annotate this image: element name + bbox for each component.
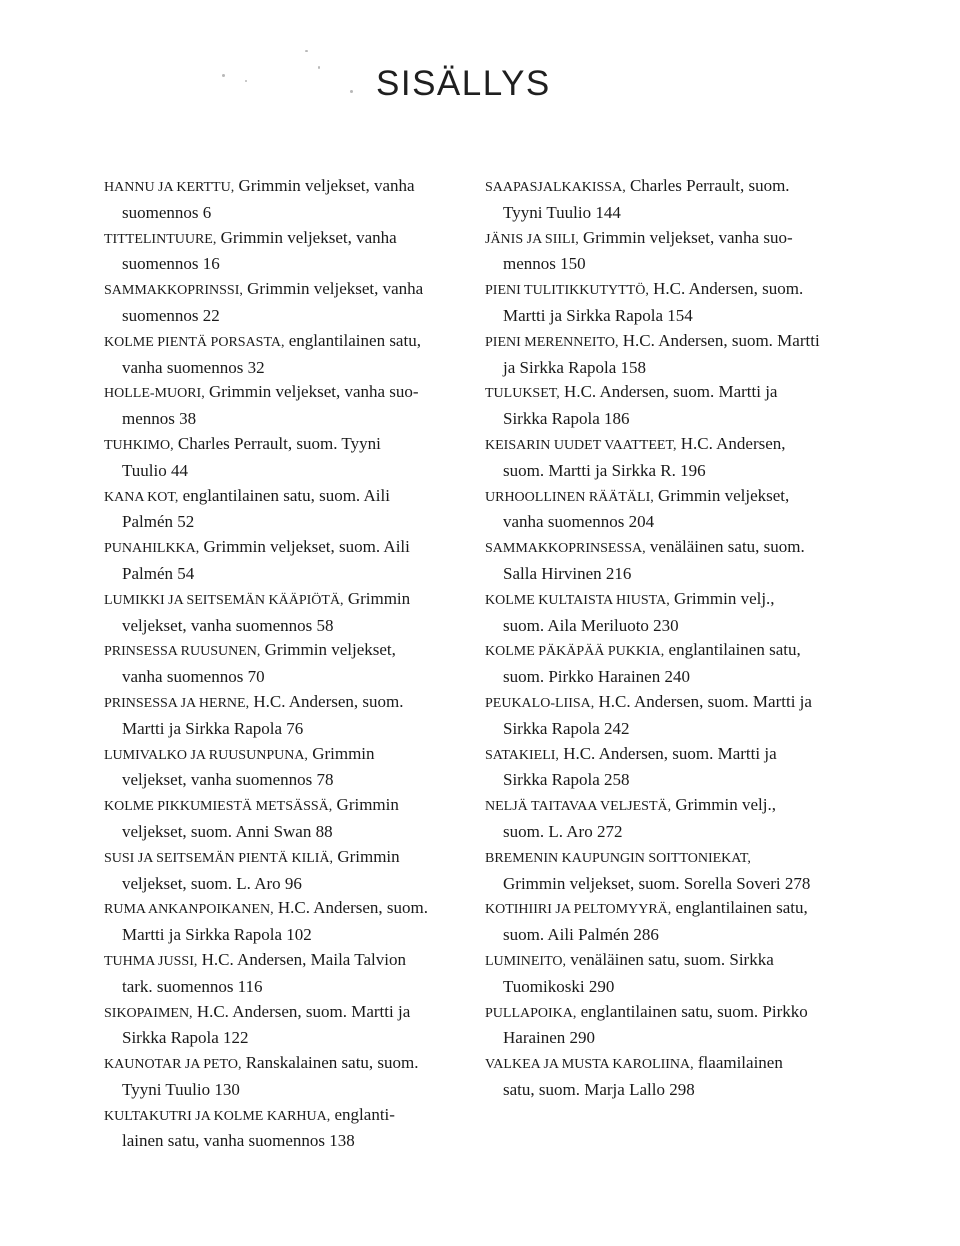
toc-entry-credit: Grimmin veljekset, vanha bbox=[234, 176, 415, 195]
toc-entry-first-line bbox=[485, 380, 855, 407]
toc-entry-title: KOTIHIIRI JA PELTOMYYRÄ, bbox=[485, 902, 672, 918]
toc-entry bbox=[485, 793, 855, 845]
toc-entry-first-line bbox=[104, 690, 474, 717]
toc-entry-first-line bbox=[485, 432, 855, 459]
toc-entry-title: KOLME PÄKÄPÄÄ PUKKIA, bbox=[485, 644, 665, 660]
toc-entry-credit: Grimmin velj., bbox=[671, 795, 776, 815]
toc-entry-second-line: suom. Aili Palmén 286 bbox=[503, 925, 659, 945]
toc-entry-second-line: Salla Hirvinen 216 bbox=[503, 563, 632, 583]
toc-entry bbox=[485, 174, 855, 226]
toc-entry bbox=[485, 1051, 855, 1103]
toc-entry-title: PRINSESSA JA HERNE, bbox=[104, 695, 250, 711]
toc-entry-title: LUMIVALKO JA RUUSUNPUNA, bbox=[104, 747, 308, 763]
toc-entry-title: PEUKALO-LIISA, bbox=[485, 695, 595, 711]
toc-entry bbox=[104, 277, 474, 329]
toc-entry bbox=[485, 277, 855, 329]
toc-entry bbox=[104, 1000, 474, 1052]
toc-entry-credit: H.C. Andersen, suom. Martti bbox=[618, 330, 820, 350]
toc-entry-first-line bbox=[104, 742, 474, 769]
toc-entry-credit: Charles Perrault, suom. Tyyni bbox=[173, 433, 381, 453]
toc-entry-second-line: suomennos 16 bbox=[122, 254, 220, 274]
toc-entry-second-line: Tuomikoski 290 bbox=[503, 976, 615, 996]
toc-entry-credit: Grimmin velj., bbox=[669, 588, 775, 608]
toc-entry bbox=[485, 845, 855, 897]
toc-entry bbox=[485, 329, 855, 381]
toc-entry bbox=[104, 690, 474, 742]
toc-entry-title: RUMA ANKANPOIKANEN, bbox=[104, 902, 274, 918]
scan-speck bbox=[245, 80, 247, 82]
toc-entry-second-line: veljekset, vanha suomennos 58 bbox=[122, 615, 334, 635]
toc-entry-credit: venäläinen satu, suom. bbox=[645, 537, 805, 557]
toc-entry-first-line bbox=[485, 638, 855, 665]
toc-entry-title: KANA KOT, bbox=[104, 489, 179, 505]
toc-entry-credit: englanti- bbox=[330, 1104, 395, 1124]
toc-entry bbox=[104, 174, 474, 226]
toc-entry-credit: englantilainen satu, suom. Aili bbox=[178, 485, 390, 505]
toc-entry bbox=[104, 587, 474, 639]
toc-left-column bbox=[104, 174, 474, 1154]
toc-entry bbox=[104, 1051, 474, 1103]
toc-entry-first-line bbox=[485, 896, 855, 923]
toc-entry-title: SAAPASJALKAKISSA, bbox=[485, 180, 626, 195]
toc-entry bbox=[485, 1000, 855, 1052]
toc-entry bbox=[485, 638, 855, 690]
toc-entry-title: TITTELINTUURE, bbox=[104, 231, 217, 247]
toc-entry-second-line: Martti ja Sirkka Rapola 102 bbox=[122, 925, 312, 945]
toc-entry-first-line bbox=[104, 845, 474, 872]
toc-entry bbox=[485, 484, 855, 536]
toc-entry bbox=[104, 638, 474, 690]
toc-entry-first-line bbox=[104, 380, 474, 407]
toc-entry-second-line: vanha suomennos 204 bbox=[503, 512, 655, 532]
toc-entry-second-line: Harainen 290 bbox=[503, 1028, 596, 1048]
toc-entry bbox=[104, 793, 474, 845]
toc-entry bbox=[485, 587, 855, 639]
scan-speck bbox=[305, 50, 308, 52]
toc-entry-second-line: Sirkka Rapola 122 bbox=[122, 1028, 249, 1048]
toc-entry-credit: Grimmin veljekset, bbox=[260, 640, 396, 660]
toc-entry-second-line: Tyyni Tuulio 144 bbox=[503, 202, 621, 222]
toc-entry-second-line: vanha suomennos 70 bbox=[122, 667, 265, 687]
toc-entry-first-line bbox=[485, 948, 855, 975]
toc-entry-credit: venäläinen satu, suom. Sirkka bbox=[566, 949, 774, 969]
toc-entry bbox=[104, 896, 474, 948]
toc-entry-second-line: satu, suom. Marja Lallo 298 bbox=[503, 1079, 695, 1099]
toc-entry-first-line bbox=[104, 896, 474, 923]
toc-entry-credit: H.C. Andersen, suom. bbox=[648, 279, 804, 299]
toc-entry-title: PULLAPOIKA, bbox=[485, 1005, 577, 1021]
toc-entry-first-line bbox=[485, 845, 855, 872]
toc-entry-credit: Grimmin veljekset, vanha suo- bbox=[578, 227, 793, 247]
toc-entry-credit: Grimmin bbox=[343, 588, 411, 608]
toc-entry-first-line bbox=[485, 793, 855, 820]
toc-entry-credit: Grimmin bbox=[333, 846, 400, 866]
toc-entry-first-line bbox=[485, 587, 855, 614]
toc-entry-credit: Grimmin veljekset, suom. Aili bbox=[199, 537, 410, 557]
toc-entry-first-line bbox=[104, 1103, 474, 1130]
toc-entry bbox=[485, 226, 855, 278]
toc-entry-credit: englantilainen satu, suom. Pirkko bbox=[576, 1001, 808, 1021]
toc-entry-credit: englantilainen satu, bbox=[284, 330, 421, 350]
toc-entry-credit: englantilainen satu, bbox=[671, 898, 808, 918]
toc-entry-second-line: suom. Aila Meriluoto 230 bbox=[503, 615, 679, 635]
toc-entry-title: SAMMAKKOPRINSSI, bbox=[104, 283, 243, 299]
toc-entry-credit: H.C. Andersen, Maila Talvion bbox=[197, 949, 406, 969]
toc-entry-first-line bbox=[485, 226, 855, 253]
toc-entry-title: PIENI MERENNEITO, bbox=[485, 334, 619, 350]
toc-entry-title: SIKOPAIMEN, bbox=[104, 1005, 193, 1021]
toc-entry-title: BREMENIN KAUPUNGIN SOITTONIEKAT, bbox=[485, 850, 751, 866]
toc-entry-title: LUMIKKI JA SEITSEMÄN KÄÄPIÖTÄ, bbox=[104, 592, 344, 608]
toc-right-column bbox=[485, 174, 855, 1103]
toc-entry-first-line bbox=[104, 432, 474, 459]
toc-entry bbox=[104, 535, 474, 587]
toc-entry-credit: Grimmin veljekset, vanha bbox=[216, 227, 397, 247]
toc-entry-first-line bbox=[104, 277, 474, 304]
toc-entry-credit: Grimmin bbox=[332, 795, 399, 815]
toc-entry bbox=[485, 896, 855, 948]
toc-entry-second-line: Martti ja Sirkka Rapola 154 bbox=[503, 305, 693, 325]
toc-entry-second-line: lainen satu, vanha suomennos 138 bbox=[122, 1131, 355, 1151]
toc-entry-first-line bbox=[104, 226, 474, 253]
toc-entry-second-line: veljekset, suom. Anni Swan 88 bbox=[122, 821, 333, 841]
toc-entry-title: SATAKIELI, bbox=[485, 747, 559, 763]
toc-entry-first-line bbox=[485, 484, 855, 511]
toc-entry-first-line bbox=[104, 587, 474, 614]
toc-entry bbox=[104, 742, 474, 794]
toc-entry-second-line: Sirkka Rapola 186 bbox=[503, 409, 630, 429]
toc-entry-second-line: Tuulio 44 bbox=[122, 460, 188, 480]
toc-entry-second-line: Palmén 52 bbox=[122, 512, 195, 532]
toc-entry-first-line bbox=[485, 535, 855, 562]
toc-entry-first-line bbox=[485, 1051, 855, 1078]
scan-speck bbox=[222, 74, 225, 77]
toc-entry-credit: H.C. Andersen, suom. Martti ja bbox=[594, 691, 812, 711]
toc-entry-title: LUMINEITO, bbox=[485, 953, 567, 969]
toc-entry-title: VALKEA JA MUSTA KAROLIINA, bbox=[485, 1057, 694, 1073]
toc-entry-second-line: suom. L. Aro 272 bbox=[503, 821, 623, 841]
toc-entry bbox=[104, 484, 474, 536]
toc-entry bbox=[104, 948, 474, 1000]
toc-entry-credit: Charles Perrault, suom. bbox=[625, 176, 790, 195]
toc-entry-first-line bbox=[104, 793, 474, 820]
toc-entry-first-line bbox=[485, 277, 855, 304]
toc-entry bbox=[485, 380, 855, 432]
toc-entry-credit: Ranskalainen satu, suom. bbox=[241, 1053, 419, 1073]
toc-entry-second-line: suomennos 22 bbox=[122, 305, 220, 325]
toc-entry-credit: Grimmin veljekset, vanha bbox=[242, 279, 424, 299]
toc-entry-second-line: ja Sirkka Rapola 158 bbox=[503, 357, 647, 377]
toc-entry-second-line: veljekset, vanha suomennos 78 bbox=[122, 770, 334, 790]
toc-entry-credit: H.C. Andersen, suom. bbox=[249, 691, 404, 711]
toc-entry-second-line: Grimmin veljekset, suom. Sorella Soveri 278 bbox=[503, 873, 811, 893]
toc-entry-credit: flaamilainen bbox=[693, 1053, 783, 1073]
toc-entry-credit: Grimmin bbox=[307, 743, 375, 763]
page-title: SISÄLLYS bbox=[376, 64, 551, 103]
toc-entry-title: HANNU JA KERTTU, bbox=[104, 180, 235, 195]
toc-entry-second-line: Martti ja Sirkka Rapola 76 bbox=[122, 718, 304, 738]
toc-entry-second-line: Sirkka Rapola 242 bbox=[503, 718, 630, 738]
toc-entry-credit: Grimmin veljekset, vanha suo- bbox=[204, 382, 419, 402]
toc-entry-title: TULUKSET, bbox=[485, 386, 560, 402]
toc-entry-second-line: suomennos 6 bbox=[122, 202, 212, 222]
toc-entry-credit: H.C. Andersen, suom. Martti ja bbox=[558, 743, 777, 763]
toc-entry-second-line: suom. Pirkko Harainen 240 bbox=[503, 667, 690, 687]
toc-entry-second-line: tark. suomennos 116 bbox=[122, 976, 263, 996]
toc-entry-title: KOLME PIENTÄ PORSASTA, bbox=[104, 334, 285, 350]
toc-entry-credit: H.C. Andersen, suom. Martti ja bbox=[559, 382, 778, 402]
toc-entry-second-line: Tyyni Tuulio 130 bbox=[122, 1079, 240, 1099]
toc-entry bbox=[485, 432, 855, 484]
toc-entry-first-line bbox=[104, 1051, 474, 1078]
toc-entry-second-line: Sirkka Rapola 258 bbox=[503, 770, 630, 790]
toc-entry bbox=[104, 432, 474, 484]
toc-entry-title: URHOOLLINEN RÄÄTÄLI, bbox=[485, 489, 654, 505]
toc-entry-title: SUSI JA SEITSEMÄN PIENTÄ KILIÄ, bbox=[104, 850, 334, 866]
toc-entry-second-line: Palmén 54 bbox=[122, 563, 195, 583]
toc-entry-first-line bbox=[485, 329, 855, 356]
toc-entry-first-line bbox=[104, 638, 474, 665]
toc-entry-credit: H.C. Andersen, bbox=[676, 433, 786, 453]
toc-entry-title: KOLME PIKKUMIESTÄ METSÄSSÄ, bbox=[104, 799, 333, 815]
toc-entry-first-line bbox=[104, 535, 474, 562]
toc-entry bbox=[104, 226, 474, 278]
toc-entry-title: KOLME KULTAISTA HIUSTA, bbox=[485, 592, 670, 608]
toc-entry-first-line bbox=[104, 948, 474, 975]
toc-entry-first-line bbox=[485, 1000, 855, 1027]
toc-entry bbox=[485, 948, 855, 1000]
toc-entry-first-line bbox=[485, 174, 855, 201]
toc-entry bbox=[104, 1103, 474, 1155]
toc-entry-title: PUNAHILKKA, bbox=[104, 541, 200, 557]
toc-entry-title: TUHKIMO, bbox=[104, 437, 174, 453]
scan-speck bbox=[350, 90, 353, 93]
toc-entry-credit: H.C. Andersen, suom. bbox=[273, 898, 428, 918]
toc-entry-second-line: veljekset, suom. L. Aro 96 bbox=[122, 873, 302, 893]
toc-entry-first-line bbox=[485, 742, 855, 769]
scan-speck bbox=[318, 66, 320, 69]
toc-entry-title: KEISARIN UUDET VAATTEET, bbox=[485, 437, 677, 453]
toc-entry bbox=[104, 380, 474, 432]
toc-entry-first-line bbox=[104, 484, 474, 511]
toc-entry-credit: H.C. Andersen, suom. Martti ja bbox=[192, 1001, 411, 1021]
toc-entry-second-line: mennos 150 bbox=[503, 254, 586, 274]
toc-entry-second-line: suom. Martti ja Sirkka R. 196 bbox=[503, 460, 706, 480]
toc-entry-title: NELJÄ TAITAVAA VELJESTÄ, bbox=[485, 799, 672, 815]
toc-entry-title: JÄNIS JA SIILI, bbox=[485, 231, 579, 247]
toc-entry-credit: Grimmin veljekset, bbox=[653, 485, 790, 505]
toc-entry-title: SAMMAKKOPRINSESSA, bbox=[485, 541, 646, 557]
toc-entry-title: KULTAKUTRI JA KOLME KARHUA, bbox=[104, 1108, 331, 1124]
toc-entry bbox=[485, 690, 855, 742]
toc-entry-title: HOLLE-MUORI, bbox=[104, 386, 205, 402]
toc-entry-title: PIENI TULITIKKUTYTTÖ, bbox=[485, 283, 649, 299]
toc-entry-first-line bbox=[485, 690, 855, 717]
toc-entry-credit: englantilainen satu, bbox=[664, 640, 801, 660]
toc-entry-first-line bbox=[104, 174, 474, 201]
toc-entry-title: TUHMA JUSSI, bbox=[104, 953, 198, 969]
toc-entry bbox=[104, 329, 474, 381]
toc-entry-title: KAUNOTAR JA PETO, bbox=[104, 1057, 242, 1073]
toc-entry bbox=[485, 535, 855, 587]
toc-entry-title: PRINSESSA RUUSUNEN, bbox=[104, 644, 261, 660]
toc-entry-second-line: vanha suomennos 32 bbox=[122, 357, 265, 377]
toc-entry-first-line bbox=[104, 1000, 474, 1027]
toc-entry bbox=[104, 845, 474, 897]
toc-entry-first-line bbox=[104, 329, 474, 356]
toc-entry bbox=[485, 742, 855, 794]
toc-entry-second-line: mennos 38 bbox=[122, 409, 197, 429]
